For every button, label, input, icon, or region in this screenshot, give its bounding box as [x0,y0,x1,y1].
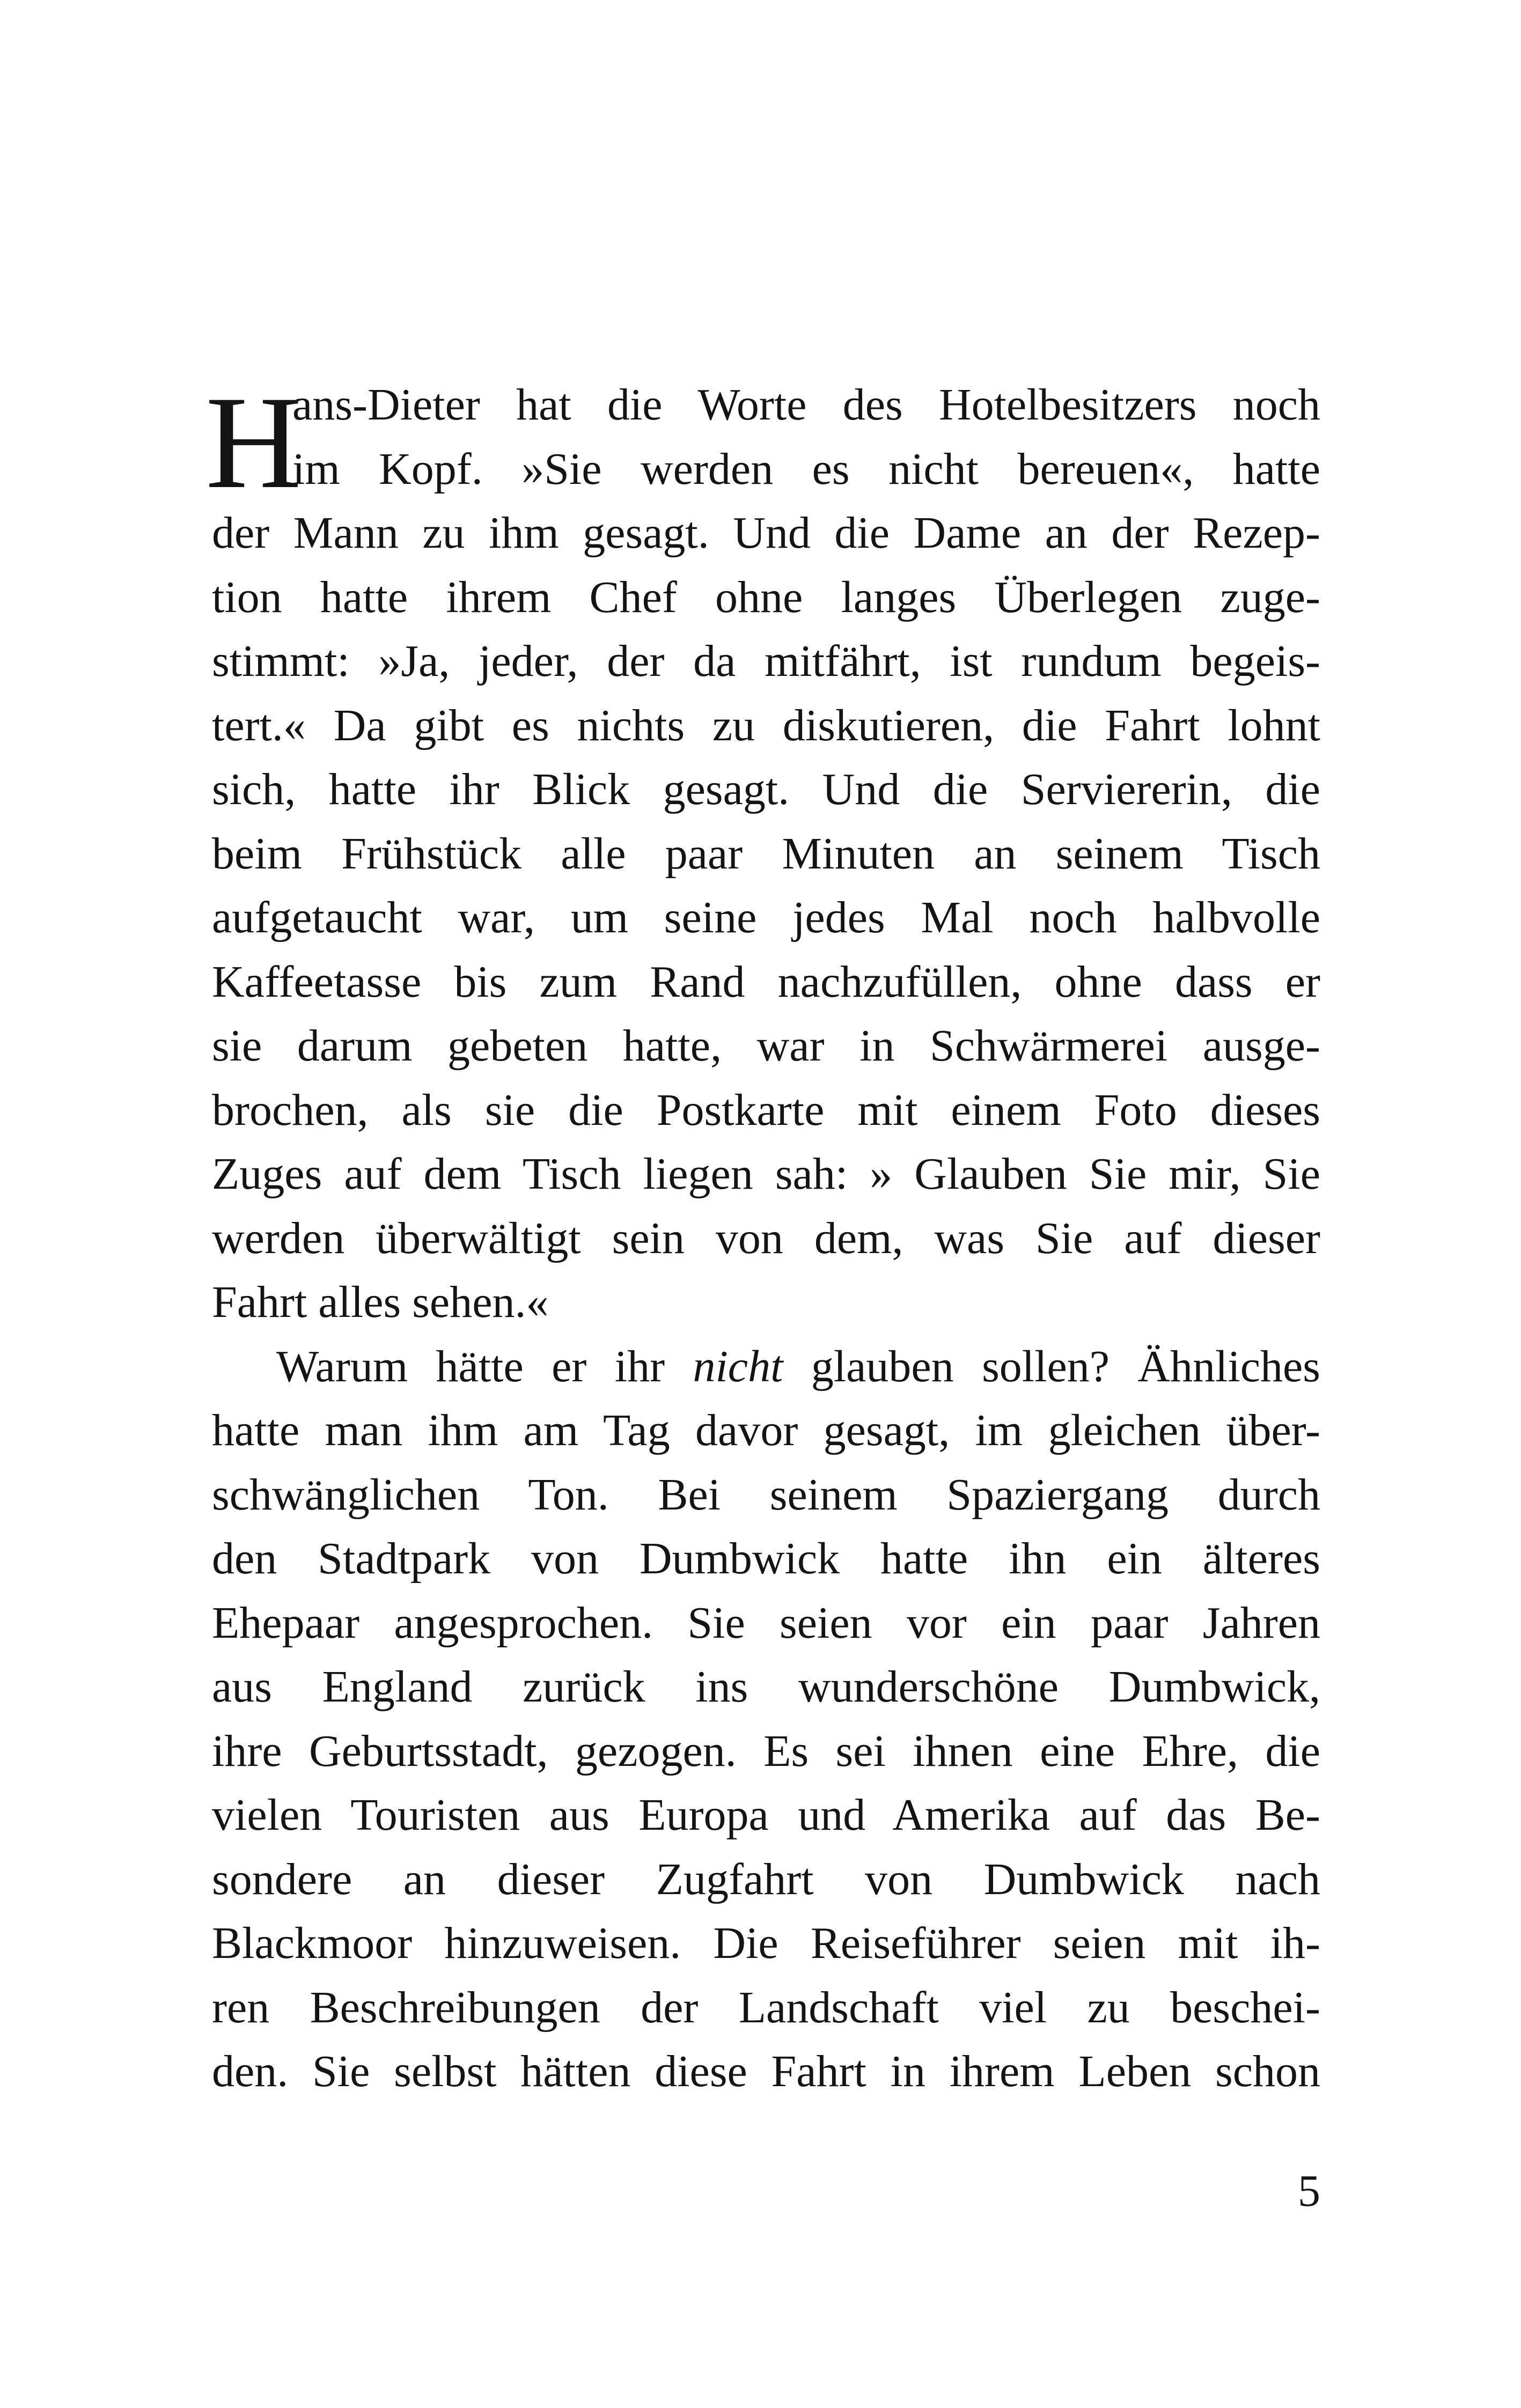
text-line: Fahrt alles sehen.« [212,1277,549,1327]
text-line: tion hatte ihrem Chef ohne langes Überlegen zuge- [212,572,1320,622]
text-line: Ehepaar angesprochen. Sie seien vor ein paar Jahren [212,1597,1320,1648]
text-line: ihre Geburtsstadt, gezogen. Es sei ihnen eine Ehre, die [212,1726,1320,1776]
text-line: brochen, als sie die Postkarte mit einem Foto dieses [212,1085,1320,1135]
text-line: sich, hatte ihr Blick gesagt. Und die Serviererin, die [212,764,1320,814]
text-line: sondere an dieser Zugfahrt von Dumbwick nach [212,1854,1320,1904]
text-line: vielen Touristen aus Europa und Amerika auf das Be- [212,1790,1320,1840]
page-number: 5 [1298,2166,1320,2216]
text-line: ans-Dieter hat die Worte des Hotelbesitzers noch [292,380,1320,430]
drop-cap: H [205,369,302,516]
text-line: Blackmoor hinzuweisen. Die Reiseführer seien mit ih- [212,1918,1320,1968]
text-line: den. Sie selbst hätten diese Fahrt in ihrem Leben schon [212,2046,1320,2096]
text-segment: glauben sollen? Ähnliches [783,1341,1320,1391]
text-line: stimmt: »Ja, jeder, der da mitfährt, ist rundum begeis- [212,636,1320,686]
text-line: Zuges auf dem Tisch liegen sah: » Glauben Sie mir, Sie [212,1149,1320,1199]
emphasis-text: nicht [693,1341,783,1391]
paragraph-1 [205,369,1320,1335]
text-line: tert.« Da gibt es nichts zu diskutieren, die Fahrt lohnt [212,700,1320,750]
text-line [212,1335,1320,1399]
text-line: beim Frühstück alle paar Minuten an seinem Tisch [212,828,1320,879]
text-line: Kaffeetasse bis zum Rand nachzufüllen, ohne dass er [212,956,1320,1007]
text-segment: Warum hätte er ihr [276,1341,693,1391]
text-line: ren Beschreibungen der Landschaft viel zu beschei- [212,1982,1320,2033]
text-line: aus England zurück ins wunderschöne Dumbwick, [212,1662,1320,1712]
text-line: den Stadtpark von Dumbwick hatte ihn ein älteres [212,1534,1320,1584]
text-line: im Kopf. »Sie werden es nicht bereuen«, hatte [292,444,1320,494]
text-line: hatte man ihm am Tag davor gesagt, im gleichen über- [212,1405,1320,1455]
text-line: sie darum gebeten hatte, war in Schwärmerei ausge- [212,1021,1320,1071]
body-text [205,369,1320,2104]
text-line: schwänglichen Ton. Bei seinem Spaziergang durch [212,1469,1320,1520]
text-line: aufgetaucht war, um seine jedes Mal noch halbvolle [212,893,1320,942]
paragraph-2 [212,1335,1320,2104]
text-line: werden überwältigt sein von dem, was Sie auf dieser [212,1213,1320,1263]
text-line: der Mann zu ihm gesagt. Und die Dame an der Rezep- [212,508,1320,558]
